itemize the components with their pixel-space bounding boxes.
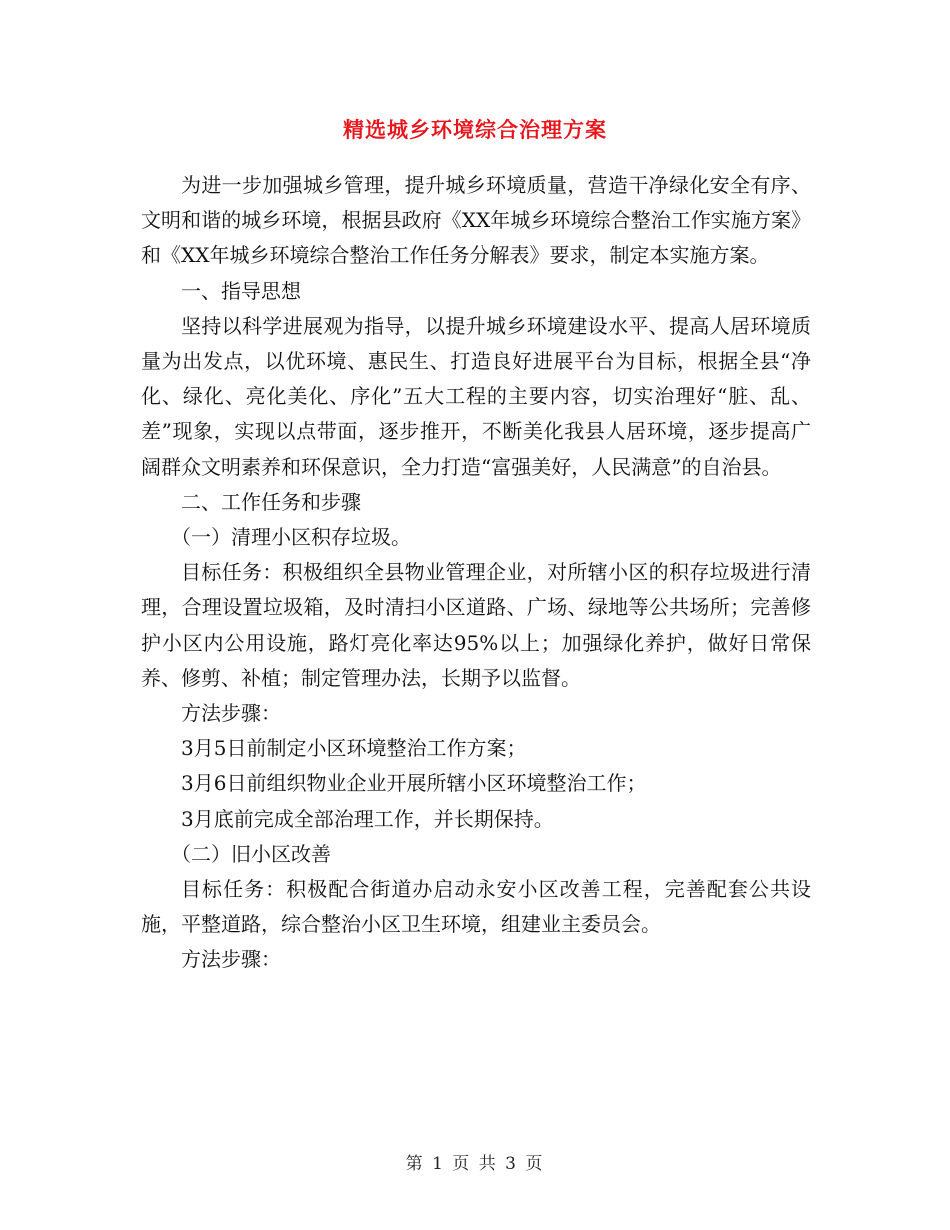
- list-item-step-1: 3月5日前制定小区环境整治工作方案；: [181, 736, 527, 761]
- subsection-heading-clean-garbage: （一）清理小区积存垃圾。: [171, 525, 411, 550]
- paragraph-task-2-goal: 目标任务：积极配合街道办启动永安小区改善工程，完善配套公共设施，平整道路，综合整治小区卫生环境，组建业主委员会。: [141, 877, 811, 937]
- list-item-step-2: 3月6日前组织物业企业开展所辖小区环境整治工作；: [181, 771, 647, 796]
- subsection-heading-old-community: （二）旧小区改善: [171, 841, 331, 866]
- section-heading-guiding-thought: 一、指导思想: [181, 278, 301, 303]
- document-body: [141, 168, 811, 978]
- list-item-step-3: 3月底前完成全部治理工作，并长期保持。: [181, 806, 554, 831]
- paragraph-guiding-thought: 坚持以科学进展观为指导，以提升城乡环境建设水平、提高人居环境质量为出发点，以优环境、惠民生、打造良好进展平台为目标，根据全县“净化、绿化、亮化美化、序化”五大工程的主要内容，切实治理好“脏、乱、差”现象，实现以点带面，逐步推开，不断美化我县人居环境，逐步提高广阔群众文明素养和环保意识，全力打造“富强美好，人民满意”的自治县。: [141, 313, 811, 479]
- paragraph-task-2-method: 方法步骤：: [181, 947, 281, 972]
- section-heading-tasks: 二、工作任务和步骤: [181, 489, 361, 514]
- page-footer: 第 1 页 共 3 页: [405, 1154, 545, 1174]
- paragraph-task-1-goal: 目标任务：积极组织全县物业管理企业，对所辖小区的积存垃圾进行清理，合理设置垃圾箱，及时清扫小区道路、广场、绿地等公共场所；完善修护小区内公用设施，路灯亮化率达95%以上；加强绿化养护，做好日常保养、修剪、补植；制定管理办法，长期予以监督。: [141, 560, 811, 690]
- paragraph-intro: 为进一步加强城乡管理，提升城乡环境质量，营造干净绿化安全有序、文明和谐的城乡环境，根据县政府《XX年城乡环境综合整治工作实施方案》和《XX年城乡环境综合整治工作任务分解表》要求，制定本实施方案。: [141, 173, 811, 268]
- document-title: 精选城乡环境综合治理方案: [343, 117, 607, 142]
- paragraph-task-1-method: 方法步骤：: [181, 701, 281, 726]
